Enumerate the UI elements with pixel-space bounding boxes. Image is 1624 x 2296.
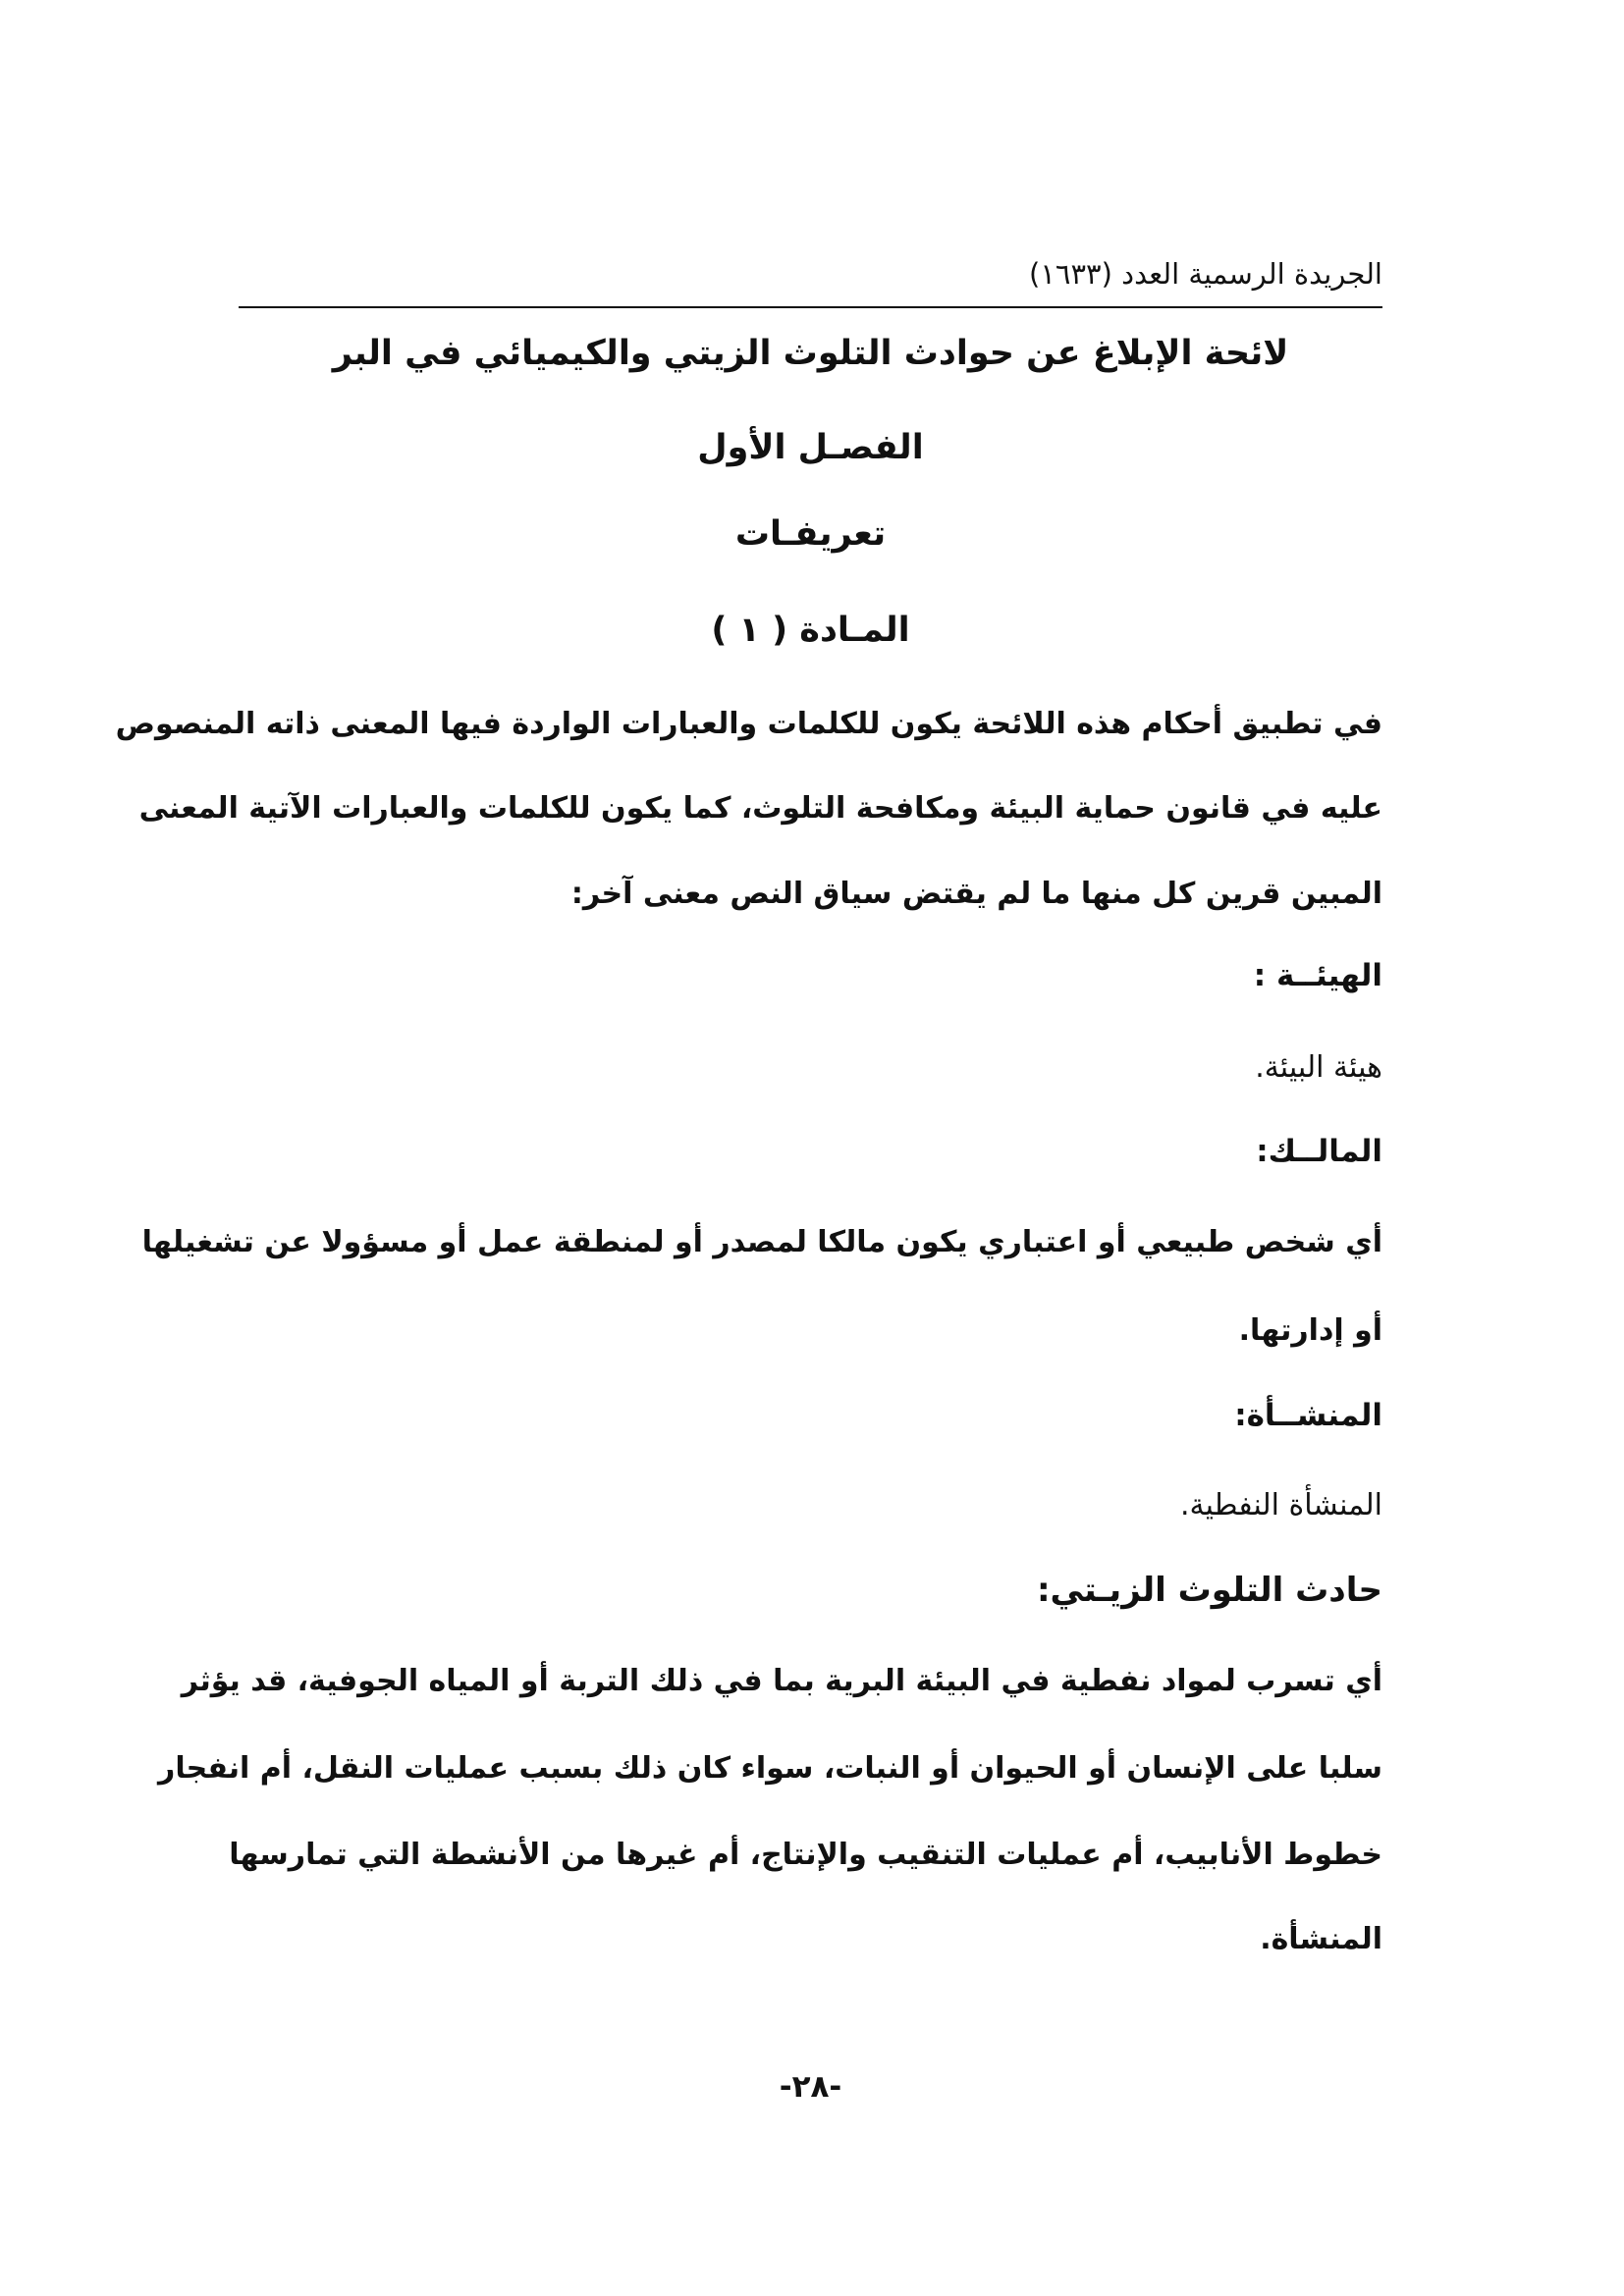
definition-text: أو إدارتها. — [1238, 1313, 1382, 1348]
article-heading: المـادة ( ١ ) — [711, 611, 910, 650]
chapter-heading: الفصـل الأول — [697, 428, 924, 467]
definition-text: المنشأة. — [1260, 1922, 1382, 1956]
definition-text: المنشأة النفطية. — [1179, 1488, 1382, 1522]
header-divider — [239, 306, 1382, 308]
intro-line: في تطبيق أحكام هذه اللائحة يكون للكلمات والعبارات الواردة فيها المعنى ذاته المنصوص — [115, 707, 1382, 741]
section-heading: تعريفـات — [734, 514, 887, 554]
definition-term: الهيئــة : — [1253, 958, 1382, 993]
page-number: -٢٨- — [779, 2069, 842, 2105]
running-header: الجريدة الرسمية العدد (١٦٣٣) — [1029, 257, 1382, 291]
regulation-title: لائحة الإبلاغ عن حوادث التلوث الزيتي والكيميائي في البر — [332, 334, 1289, 373]
document-page — [115, 0, 1382, 2296]
definition-text: سلبا على الإنسان أو الحيوان أو النبات، سواء كان ذلك بسبب عمليات النقل، أم انفجار — [158, 1751, 1382, 1786]
intro-line: عليه في قانون حماية البيئة ومكافحة التلوث، كما يكون للكلمات والعبارات الآتية المعنى — [138, 791, 1382, 826]
definition-text: أي شخص طبيعي أو اعتباري يكون مالكا لمصدر أو لمنطقة عمل أو مسؤولا عن تشغيلها — [141, 1225, 1382, 1259]
definition-text: أي تسرب لمواد نفطية في البيئة البرية بما في ذلك التربة أو المياه الجوفية، قد يؤثر — [181, 1664, 1382, 1698]
definition-term: المالــك: — [1256, 1134, 1382, 1169]
definition-term: حادث التلوث الزيـتي: — [1036, 1571, 1382, 1610]
definition-text: خطوط الأنابيب، أم عمليات التنقيب والإنتاج، أم غيرها من الأنشطة التي تمارسها — [229, 1838, 1382, 1872]
intro-line: المبين قرين كل منها ما لم يقتض سياق النص معنى آخر: — [570, 877, 1382, 911]
definition-term: المنشــأة: — [1234, 1398, 1382, 1433]
definition-text: هيئة البيئة. — [1255, 1050, 1382, 1085]
